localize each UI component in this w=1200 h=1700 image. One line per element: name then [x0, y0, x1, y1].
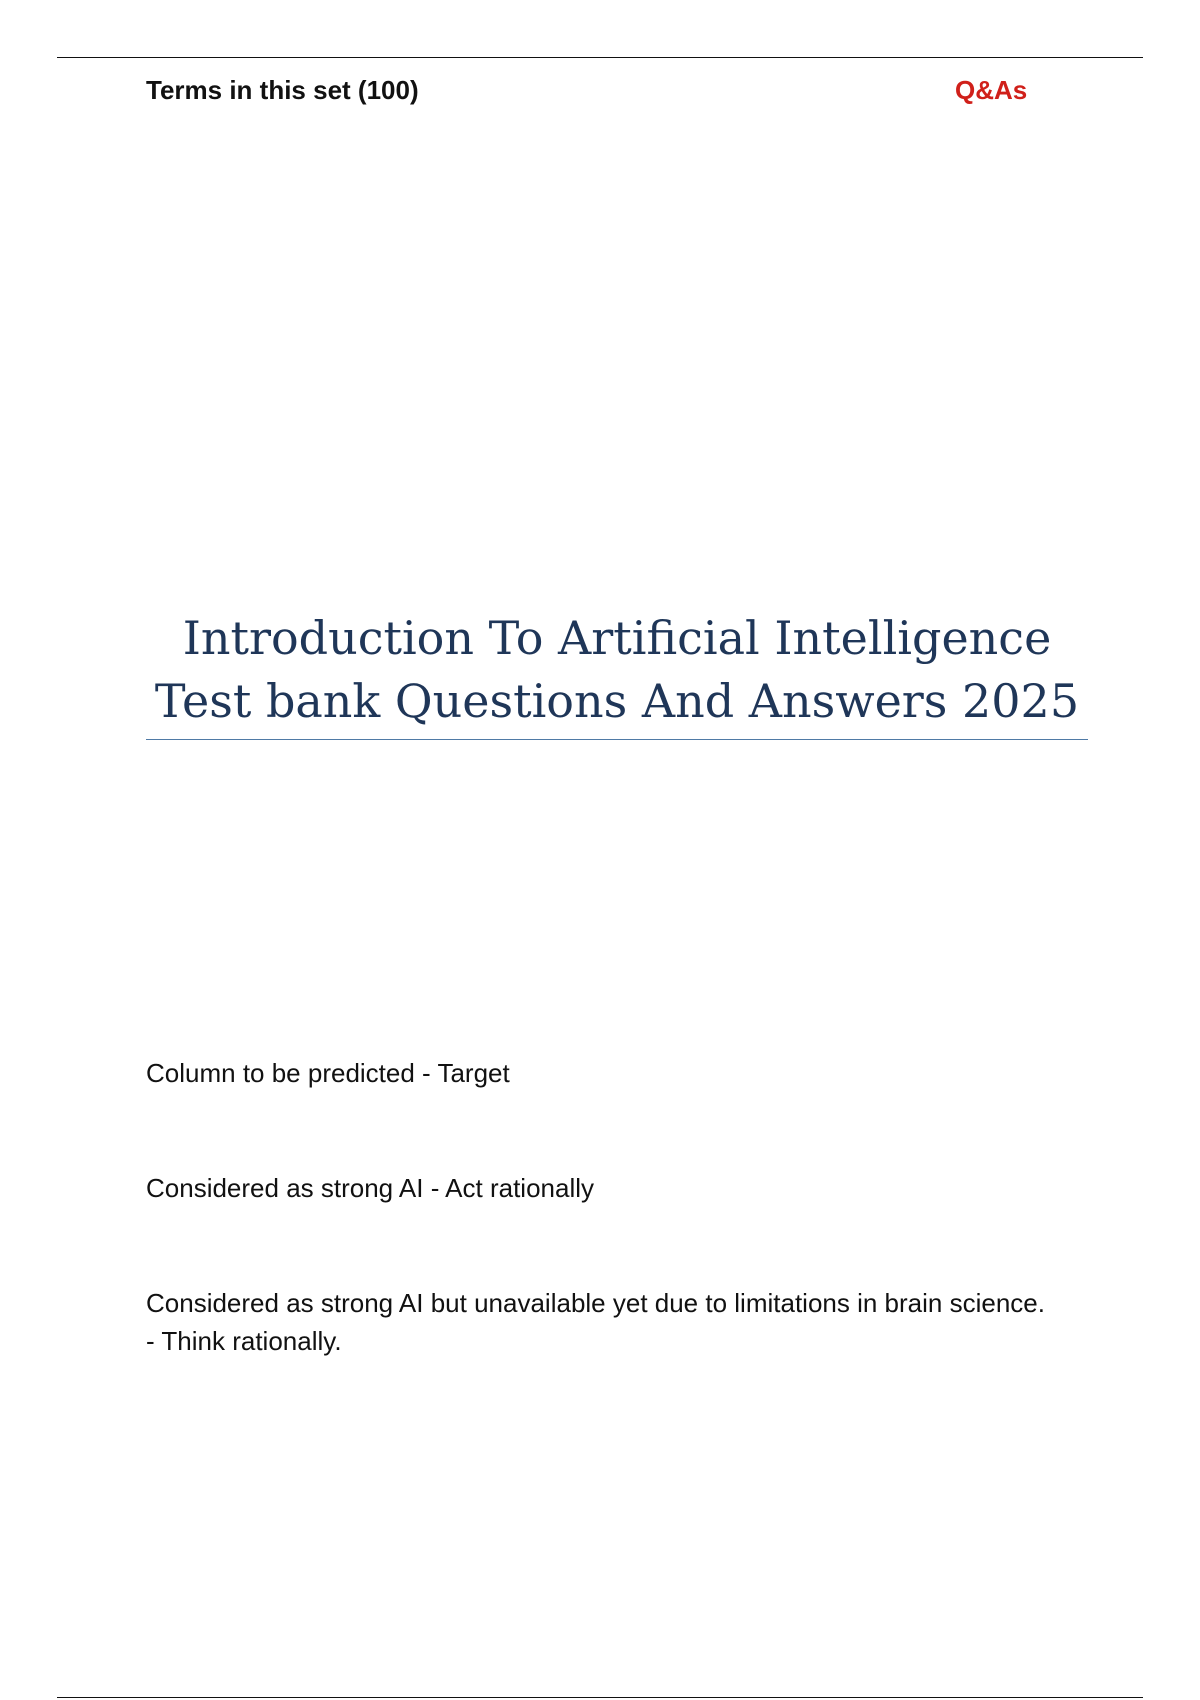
- qa-item: Considered as strong AI - Act rationally: [146, 1173, 595, 1203]
- qa-item: Considered as strong AI but unavailable yet due to limitations in brain science. - Think rationally.: [146, 1288, 1045, 1356]
- qa-item: Column to be predicted - Target: [146, 1058, 510, 1088]
- top-rule: [57, 57, 1143, 58]
- terms-count-label: Terms in this set (100): [146, 75, 419, 105]
- qa-label: Q&As: [955, 75, 1028, 105]
- bottom-rule: [57, 1697, 1143, 1698]
- title-line-1: Introduction To Artificial Intelligence: [182, 611, 1052, 665]
- title-line-2: Test bank Questions And Answers 2025: [154, 674, 1080, 728]
- document-title: [146, 607, 1088, 740]
